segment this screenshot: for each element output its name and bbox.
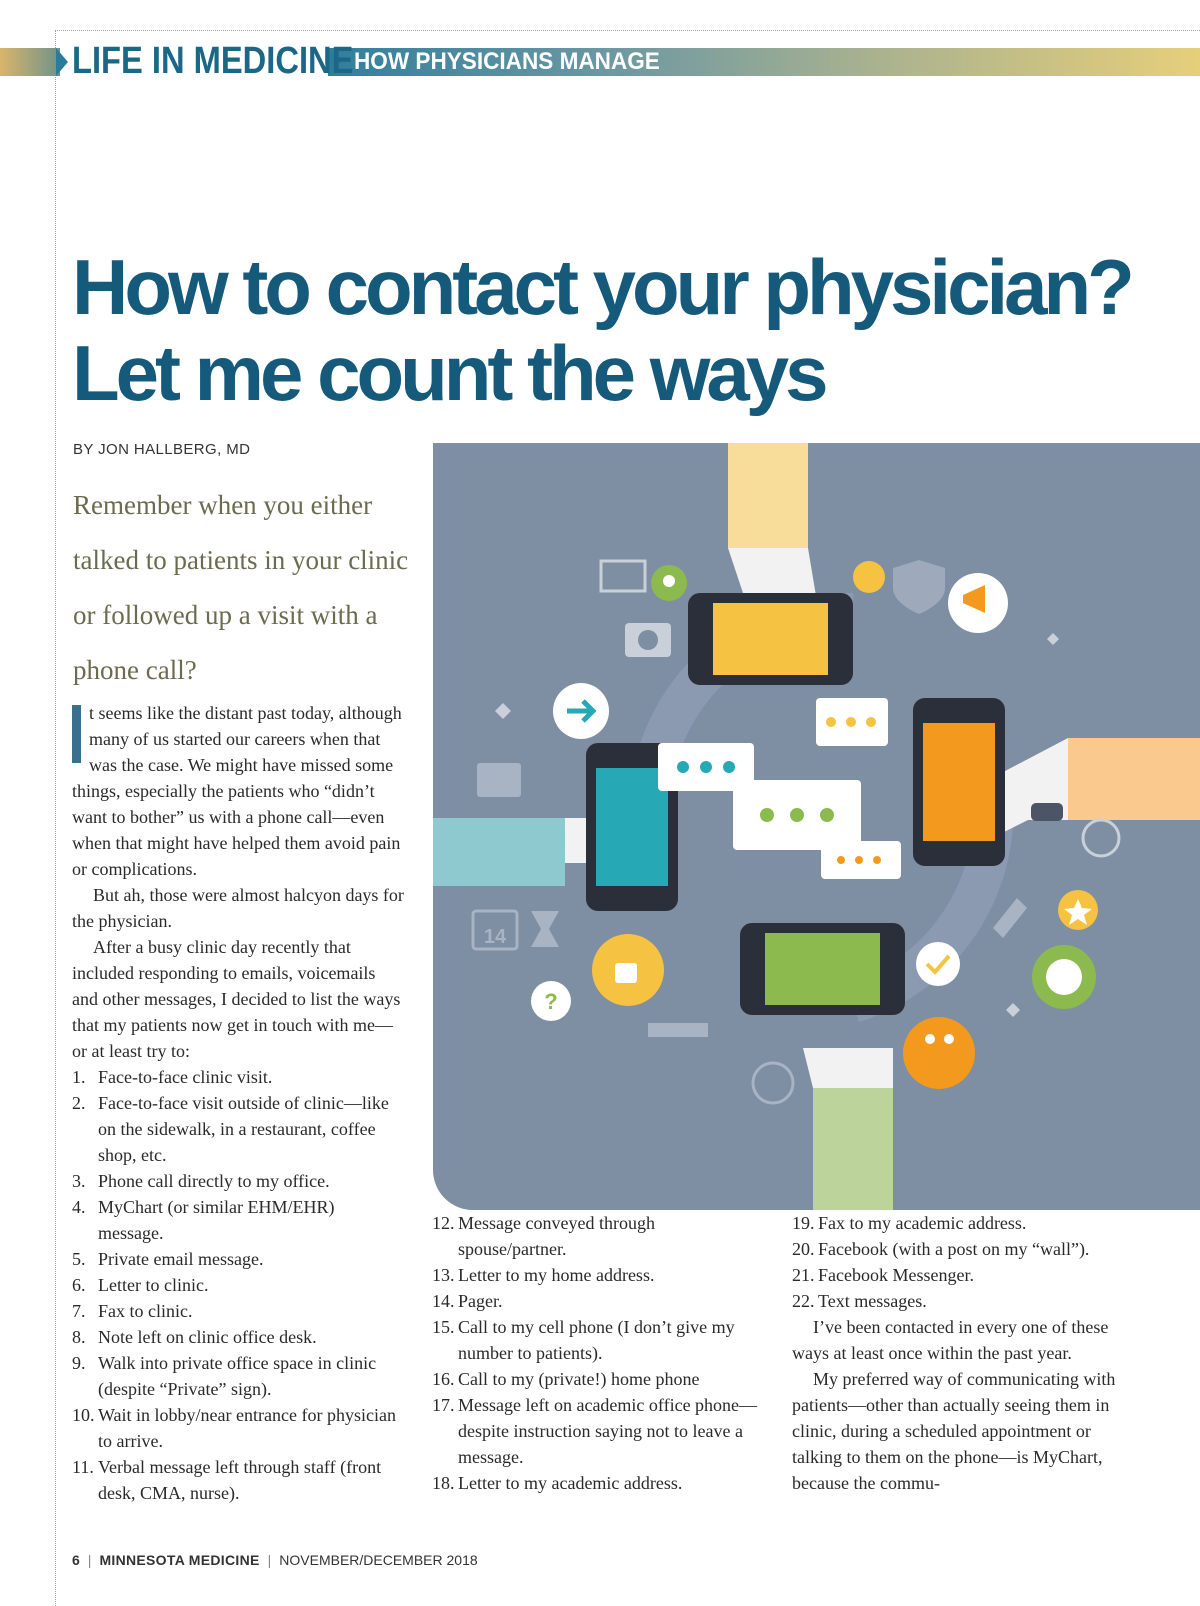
- list-item-number: 7.: [72, 1301, 86, 1321]
- list-item-text: Letter to clinic.: [98, 1275, 209, 1295]
- list-item-number: 3.: [72, 1171, 86, 1191]
- list-item: [432, 1314, 762, 1366]
- bubble-dot: [837, 856, 845, 864]
- chat-icon: [853, 561, 885, 593]
- list-item-number: 13.: [432, 1265, 455, 1285]
- footer-separator: |: [87, 1552, 92, 1568]
- list-item-text: Message left on academic office phone—despite instruction saying not to leave a message.: [458, 1395, 758, 1467]
- sleeve-bottom: [813, 1088, 893, 1210]
- list-item-number: 19.: [792, 1213, 815, 1233]
- sleeve-top: [728, 443, 808, 548]
- plus-sparkle-icon: [1006, 1003, 1020, 1017]
- list-item-number: 20.: [792, 1239, 815, 1259]
- list-item-number: 16.: [432, 1369, 455, 1389]
- list-item-number: 14.: [432, 1291, 455, 1311]
- bubble-dot: [866, 717, 876, 727]
- contact-list-part-2: [432, 1210, 762, 1496]
- list-item-text: Fax to clinic.: [98, 1301, 193, 1321]
- phone-bottom-screen: [765, 933, 880, 1005]
- page-number: 6: [72, 1552, 80, 1568]
- list-item-text: Wait in lobby/near entrance for physician to arrive.: [98, 1405, 396, 1451]
- list-item: [72, 1324, 404, 1350]
- list-item-number: 8.: [72, 1327, 86, 1347]
- list-item-number: 22.: [792, 1291, 815, 1311]
- phone-right-screen: [923, 723, 995, 841]
- list-item-text: MyChart (or similar EHM/EHR) message.: [98, 1197, 335, 1243]
- list-item: [432, 1366, 762, 1392]
- phone-top-screen: [713, 603, 828, 675]
- list-item: [432, 1288, 762, 1314]
- paragraph-4: I’ve been contacted in every one of these ways at least once within the past year.: [792, 1317, 1109, 1363]
- bubble-dot: [790, 808, 804, 822]
- bubble-dot: [723, 761, 735, 773]
- list-item: [72, 1454, 404, 1506]
- people-icon: [903, 1017, 975, 1089]
- magazine-name: MINNESOTA MEDICINE: [99, 1552, 260, 1568]
- list-item-text: Facebook (with a post on my “wall”).: [818, 1239, 1090, 1259]
- bubble-dot: [760, 808, 774, 822]
- list-item: [432, 1392, 762, 1470]
- hourglass-icon: [531, 911, 559, 947]
- article-dek: Remember when you either talked to patients in your clinic or followed up a visit with a phone call?: [73, 490, 409, 685]
- list-item-text: Call to my (private!) home phone: [458, 1369, 700, 1389]
- top-rule: [55, 30, 1200, 31]
- list-item: [72, 1064, 404, 1090]
- list-item-number: 15.: [432, 1317, 455, 1337]
- thumbs-up-glyph: [615, 963, 637, 983]
- byline: BY JON HALLBERG, MD: [73, 441, 251, 458]
- headline-line-2: Let me count the ways: [72, 329, 825, 417]
- pin-dot: [663, 575, 675, 587]
- list-item: [792, 1210, 1122, 1236]
- list-item-text: Walk into private office space in clinic (despite “Private” sign).: [98, 1353, 377, 1399]
- list-item-text: Phone call directly to my office.: [98, 1171, 330, 1191]
- shield-key-icon: [893, 560, 945, 614]
- list-item: [792, 1236, 1122, 1262]
- list-item-number: 9.: [72, 1353, 86, 1373]
- sparkle-icon: [495, 703, 511, 719]
- list-item-number: 4.: [72, 1197, 86, 1217]
- headline-line-1: How to contact your physician?: [72, 243, 1131, 331]
- list-item: [72, 1402, 404, 1454]
- drop-cap: [72, 705, 81, 763]
- section-subtitle: HOW PHYSICIANS MANAGE: [354, 48, 660, 75]
- globe-glyph: [1046, 959, 1082, 995]
- contact-list-part-1: [72, 1064, 404, 1506]
- list-item: [72, 1194, 404, 1246]
- bubble-dot: [700, 761, 712, 773]
- body-column-2: [432, 1210, 762, 1496]
- list-item-number: 2.: [72, 1093, 86, 1113]
- list-item: [72, 1168, 404, 1194]
- list-item: [432, 1470, 762, 1496]
- signpost-icon: [648, 1023, 708, 1037]
- bubble-dot: [820, 808, 834, 822]
- rocket-icon: [993, 898, 1027, 938]
- issue-date: NOVEMBER/DECEMBER 2018: [279, 1552, 478, 1568]
- person-glyph: [925, 1034, 935, 1044]
- presentation-chart-icon: [601, 561, 645, 591]
- bubble-dot: [826, 717, 836, 727]
- hand-bottom: [803, 1048, 893, 1088]
- list-item: [72, 1298, 404, 1324]
- footer-separator: |: [267, 1552, 272, 1568]
- article-headline: [72, 244, 1182, 416]
- globe-outline-icon: [1083, 820, 1119, 856]
- list-item-text: Letter to my academic address.: [458, 1473, 683, 1493]
- calendar-day: 14: [483, 926, 507, 948]
- margin-rule: [55, 30, 56, 1606]
- list-item-text: Note left on clinic office desk.: [98, 1327, 317, 1347]
- section-banner: [0, 40, 1200, 82]
- person-glyph: [944, 1034, 954, 1044]
- question-glyph: ?: [544, 989, 558, 1014]
- list-item: [792, 1288, 1122, 1314]
- bubble-dot: [873, 856, 881, 864]
- banner-arrow-icon: [56, 48, 68, 76]
- camera-lens: [638, 630, 658, 650]
- page-footer: [72, 1552, 478, 1568]
- sparkle-icon: [1047, 633, 1059, 645]
- list-item-text: Face-to-face visit outside of clinic—like on the sidewalk, in a restaurant, coffee shop, etc.: [98, 1093, 389, 1165]
- list-item-number: 21.: [792, 1265, 815, 1285]
- list-item-text: Text messages.: [818, 1291, 927, 1311]
- list-item: [432, 1262, 762, 1288]
- body-column-1: [72, 700, 404, 1506]
- credit-card-icon: [477, 763, 521, 797]
- section-title: LIFE IN MEDICINE: [72, 40, 354, 82]
- list-item-text: Private email message.: [98, 1249, 264, 1269]
- body-column-3: [792, 1210, 1122, 1496]
- pointing-hand-icon: [1031, 803, 1063, 821]
- article-illustration: [433, 443, 1200, 1210]
- contact-list-part-3: [792, 1210, 1122, 1314]
- list-item-number: 12.: [432, 1213, 455, 1233]
- list-item-number: 1.: [72, 1067, 86, 1087]
- sleeve-right: [1068, 738, 1200, 820]
- list-item-text: Call to my cell phone (I don’t give my number to patients).: [458, 1317, 735, 1363]
- list-item-text: Face-to-face clinic visit.: [98, 1067, 273, 1087]
- list-item: [72, 1350, 404, 1402]
- list-item-number: 10.: [72, 1405, 95, 1425]
- list-item-number: 18.: [432, 1473, 455, 1493]
- list-item: [432, 1210, 762, 1262]
- bubble-dot: [846, 717, 856, 727]
- phone-left-screen: [596, 768, 668, 886]
- illustration-graphic: [433, 443, 1200, 1210]
- list-item-number: 5.: [72, 1249, 86, 1269]
- list-item-number: 6.: [72, 1275, 86, 1295]
- list-item-text: Fax to my academic address.: [818, 1213, 1027, 1233]
- bubble-dot: [855, 856, 863, 864]
- list-item-text: Letter to my home address.: [458, 1265, 655, 1285]
- paragraph-1-text: t seems like the distant past today, although many of us started our careers when that was the case. We might have missed some things, especially the patients who “didn’t want to bother” us with a phone call—even when that might have helped them avoid pain or complications.: [72, 703, 402, 879]
- list-item-text: Message conveyed through spouse/partner.: [458, 1213, 655, 1259]
- sleeve-left: [433, 818, 565, 886]
- paragraph-2: But ah, those were almost halcyon days for the physician.: [72, 885, 404, 931]
- list-item-text: Pager.: [458, 1291, 503, 1311]
- list-item: [72, 1090, 404, 1168]
- bubble-dot: [677, 761, 689, 773]
- paragraph-1: [72, 700, 404, 882]
- paragraph-5: My preferred way of communicating with patients—other than actually seeing them in clinic, during a scheduled appointment or talking to them on the phone—is MyChart, because the commu-: [792, 1369, 1116, 1493]
- list-item: [792, 1262, 1122, 1288]
- checkmark-icon: [916, 942, 960, 986]
- list-item-number: 17.: [432, 1395, 455, 1415]
- paragraph-3: After a busy clinic day recently that included responding to emails, voicemails and other messages, I decided to list the ways that my patients now get in touch with me—or at least try to:: [72, 937, 401, 1061]
- globe-grid-icon: [753, 1063, 793, 1103]
- list-item-number: 11.: [72, 1457, 94, 1477]
- list-item-text: Facebook Messenger.: [818, 1265, 974, 1285]
- list-item: [72, 1272, 404, 1298]
- list-item-text: Verbal message left through staff (front desk, CMA, nurse).: [98, 1457, 382, 1503]
- list-item: [72, 1246, 404, 1272]
